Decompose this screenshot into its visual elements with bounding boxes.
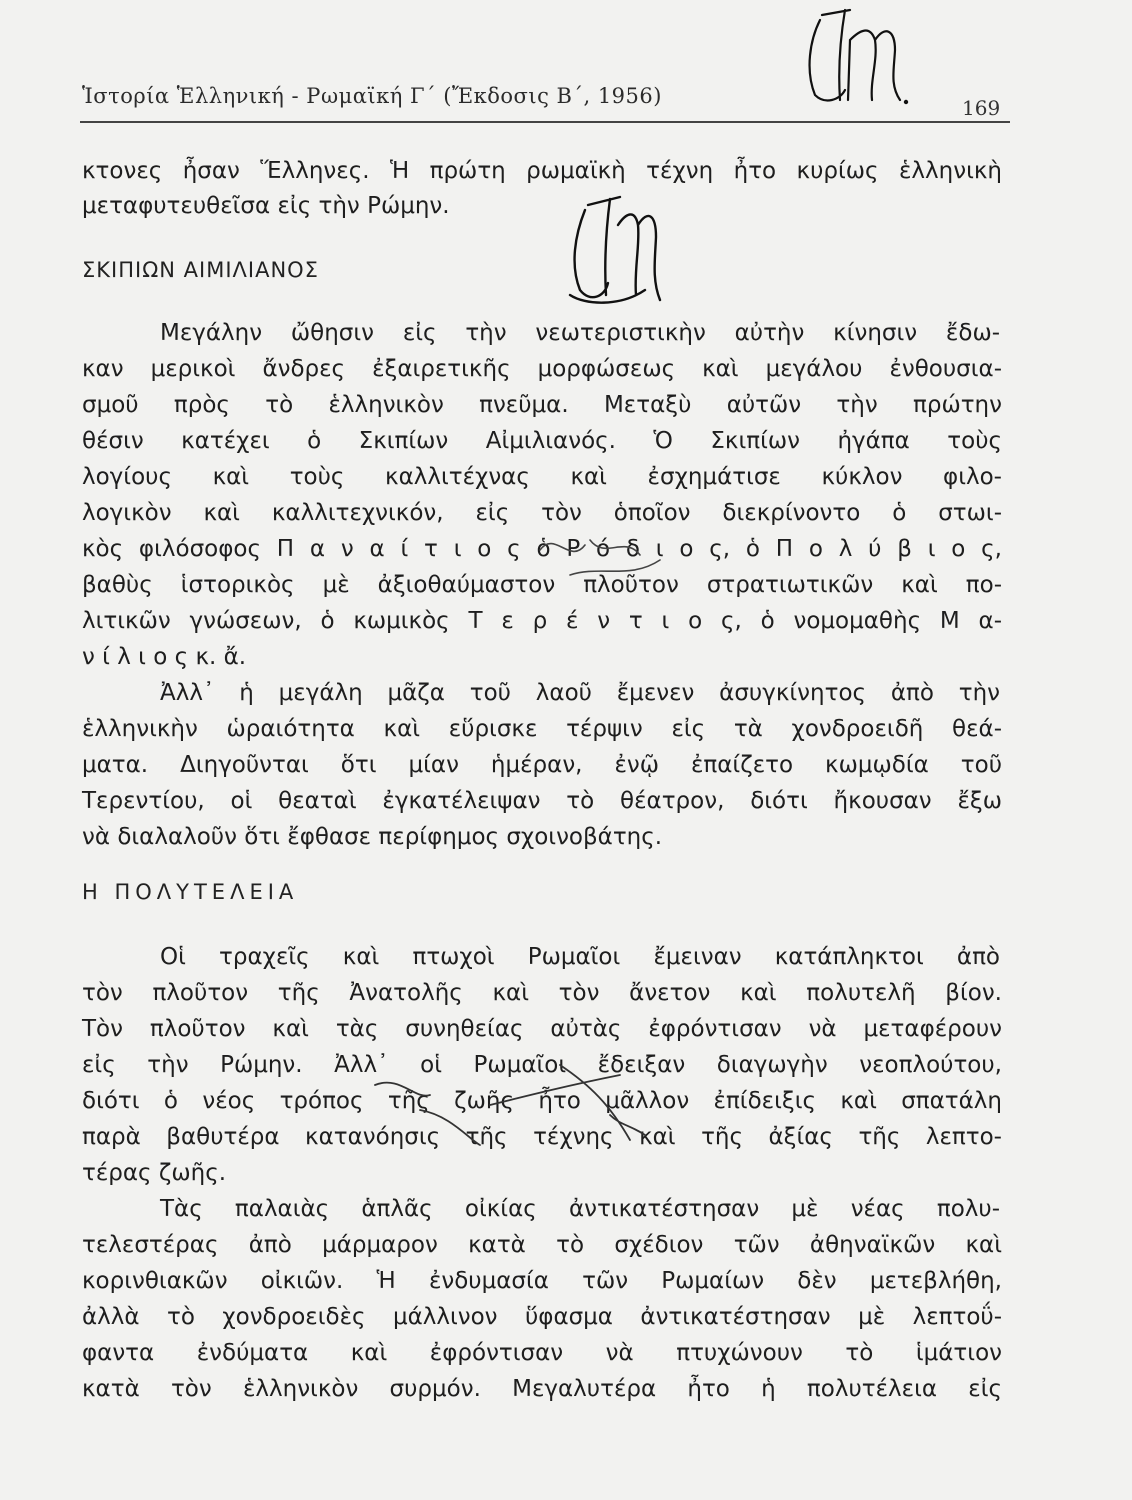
body-line: τέρας ζωῆς. [82, 1160, 227, 1186]
body-line: σμοῦ πρὸς τὸ ἑλληνικὸν πνεῦμα. Μεταξὺ αὐτῶν τὴν πρώτην [82, 392, 1002, 418]
body-line: κορινθιακῶν οἰκιῶν. Ἡ ἐνδυμασία τῶν Ρωμαίων δὲν μετεβλήθη, [82, 1268, 1002, 1294]
scribble-mid [530, 520, 670, 590]
signature-middle [560, 185, 670, 315]
body-line: παρὰ βαθυτέρα κατανόησις τῆς τέχνης καὶ τῆς ἀξίας τῆς λεπτο- [82, 1124, 1002, 1150]
header-divider [80, 121, 1010, 123]
body-line: ν ί λ ι ο ς κ. ἄ. [82, 644, 247, 670]
scribble-bottom [360, 1045, 660, 1150]
body-line: ἀλλὰ τὸ χονδροειδὲς μάλλινον ὕφασμα ἀντικατέστησαν μὲ λεπτοΰ- [82, 1304, 1002, 1330]
body-line: φαντα ἐνδύματα καὶ ἐφρόντισαν νὰ πτυχώνουν τὸ ἱμάτιον [82, 1340, 1002, 1366]
body-line: κὸς φιλόσοφος Π α ν α ί τ ι ο ς ὁ Ρ ό δ ι ο ς, ὁ Π ο λ ύ β ι ο ς, [82, 536, 1002, 562]
body-line: βαθὺς ἱστορικὸς μὲ ἀξιοθαύμαστον πλοῦτον στρατιωτικῶν καὶ πο- [82, 572, 1002, 598]
body-line: καν μερικοὶ ἄνδρες ἐξαιρετικῆς μορφώσεως καὶ μεγάλου ἐνθουσια- [82, 356, 1002, 382]
body-line: Τὰς παλαιὰς ἁπλᾶς οἰκίας ἀντικατέστησαν μὲ νέας πολυ- [160, 1196, 1000, 1222]
body-line: κατὰ τὸν ἑλληνικὸν συρμόν. Μεγαλυτέρα ἦτο ἡ πολυτέλεια εἰς [82, 1376, 1002, 1402]
body-line: λιτικῶν γνώσεων, ὁ κωμικὸς Τ ε ρ έ ν τ ι ο ς, ὁ νομομαθὴς Μ α- [82, 608, 1002, 634]
body-line: Οἱ τραχεῖς καὶ πτωχοὶ Ρωμαῖοι ἔμειναν κατάπληκτοι ἀπὸ [160, 944, 1000, 970]
body-line: λογικὸν καὶ καλλιτεχνικόν, εἰς τὸν ὁποῖον διεκρίνοντο ὁ στωι- [82, 500, 1002, 526]
body-line: Τὸν πλοῦτον καὶ τὰς συνηθείας αὐτὰς ἐφρόντισαν νὰ μεταφέρουν [82, 1016, 1002, 1042]
signature-top [790, 0, 910, 110]
body-line: κτονες ἦσαν Ἕλληνες. Ἡ πρώτη ρωμαϊκὴ τέχνη ἦτο κυρίως ἑλληνικὴ [82, 158, 1002, 184]
body-line: λογίους καὶ τοὺς καλλιτέχνας καὶ ἐσχημάτισε κύκλον φιλο- [82, 464, 1002, 490]
body-line: θέσιν κατέχει ὁ Σκιπίων Αἰμιλιανός. Ὁ Σκιπίων ἠγάπα τοὺς [82, 428, 1002, 454]
body-line: Ἀλλ᾽ ἡ μεγάλη μᾶζα τοῦ λαοῦ ἔμενεν ἀσυγκίνητος ἀπὸ τὴν [160, 680, 1000, 706]
body-line: τὸν πλοῦτον τῆς Ἀνατολῆς καὶ τὸν ἄνετον καὶ πολυτελῆ βίον. [82, 980, 1002, 1006]
body-line: διότι ὁ νέος τρόπος τῆς ζωῆς ἦτο μᾶλλον ἐπίδειξις καὶ σπατάλη [82, 1088, 1002, 1114]
body-line: ἑλληνικὴν ὡραιότητα καὶ εὕρισκε τέρψιν εἰς τὰ χονδροειδῆ θεά- [82, 716, 1002, 742]
running-title: Ἱστορία Ἑλληνική - Ρωμαϊκή Γ΄ (Ἔκδοσις Β΄, 1956) [82, 84, 662, 108]
body-line: ματα. Διηγοῦνται ὅτι μίαν ἡμέραν, ἐνῷ ἐπαίζετο κωμῳδία τοῦ [82, 752, 1002, 778]
body-line: μεταφυτευθεῖσα εἰς τὴν Ρώμην. [82, 193, 450, 219]
body-line: Μεγάλην ὤθησιν εἰς τὴν νεωτεριστικὴν αὐτὴν κίνησιν ἔδω- [160, 320, 1000, 346]
body-line: νὰ διαλαλοῦν ὅτι ἔφθασε περίφημος σχοινοβάτης. [82, 824, 663, 850]
section-heading: Η ΠΟΛΥΤΕΛΕΙΑ [82, 880, 299, 904]
body-line: εἰς τὴν Ρώμην. Ἀλλ᾽ οἱ Ρωμαῖοι ἔδειξαν διαγωγὴν νεοπλούτου, [82, 1052, 1002, 1078]
page-number: 169 [962, 96, 1001, 120]
section-heading: ΣΚΙΠΙΩΝ ΑΙΜΙΛΙΑΝΟΣ [82, 258, 319, 282]
body-line: τελεστέρας ἀπὸ μάρμαρον κατὰ τὸ σχέδιον τῶν ἀθηναϊκῶν καὶ [82, 1232, 1002, 1258]
body-line: Τερεντίου, οἱ θεαταὶ ἐγκατέλειψαν τὸ θέατρον, διότι ἤκουσαν ἔξω [82, 788, 1002, 814]
